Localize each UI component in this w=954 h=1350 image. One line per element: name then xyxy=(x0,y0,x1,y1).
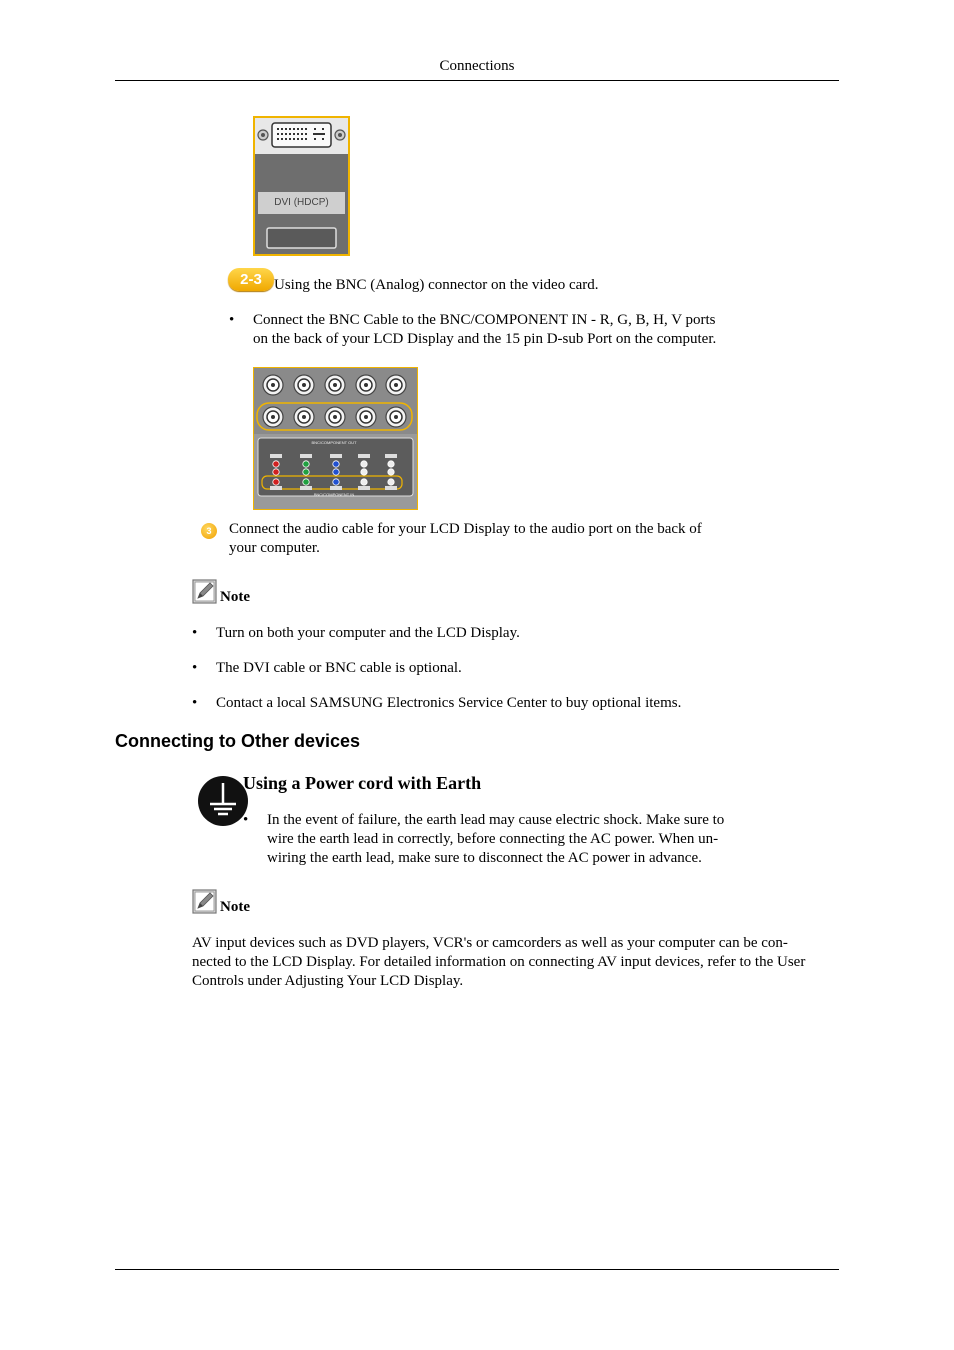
port-label-tag xyxy=(385,454,397,458)
note-icon xyxy=(192,579,217,604)
step-2-3-badge xyxy=(228,268,274,291)
av-note-line-2: nected to the LCD Display. For detailed information on connecting AV input devices, refer to the User xyxy=(192,954,806,970)
step-2-3-text: Using the BNC (Analog) connector on the video card. xyxy=(274,277,599,293)
footer-rule xyxy=(115,1269,839,1270)
bullet: • xyxy=(192,625,198,641)
note-label: Note xyxy=(220,589,250,605)
note-icon xyxy=(192,889,217,914)
bullet: • xyxy=(243,812,249,828)
av-note-line-3: Controls under Adjusting Your LCD Display. xyxy=(192,973,464,989)
port-label-tag xyxy=(270,486,282,490)
bnc-jack-icon xyxy=(388,469,394,475)
port-label-tag xyxy=(385,486,397,490)
dvi-port-icon xyxy=(255,118,348,254)
bnc-jack-icon xyxy=(388,479,394,485)
bnc-jack-icon xyxy=(333,461,339,467)
port-label-tag xyxy=(300,486,312,490)
port-label-tag xyxy=(358,454,370,458)
port-label-tag xyxy=(330,454,342,458)
port-label-tag xyxy=(300,454,312,458)
power-cord-line-2: wire the earth lead in correctly, before connecting the AC power. When un- xyxy=(267,831,719,847)
port-label-tag xyxy=(330,486,342,490)
bnc-jack-icon xyxy=(273,469,279,475)
step-2-3-badge-text: 2-3 xyxy=(240,271,262,288)
bullet: • xyxy=(192,660,198,676)
bnc-jack-icon xyxy=(303,461,309,467)
bnc-jack-icon xyxy=(361,461,367,467)
step-3-badge-text: 3 xyxy=(206,526,212,536)
port-label-tag xyxy=(358,486,370,490)
note-item-1: Turn on both your computer and the LCD Display. xyxy=(216,625,520,641)
section-heading: Connecting to Other devices xyxy=(115,731,361,751)
step-3-line-2: your computer. xyxy=(229,540,320,556)
bnc-jack-icon xyxy=(333,469,339,475)
page-header-title: Connections xyxy=(439,58,515,74)
bnc-jack-icon xyxy=(333,479,339,485)
note-item-3: Contact a local SAMSUNG Electronics Service Center to buy optional items. xyxy=(216,695,682,711)
dvi-hdcp-label: DVI (HDCP) xyxy=(274,197,329,208)
power-cord-line-3: wiring the earth lead, make sure to disconnect the AC power in advance. xyxy=(267,850,702,866)
header-rule xyxy=(115,80,839,81)
note-label: Note xyxy=(220,899,250,915)
bnc-jack-icon xyxy=(273,479,279,485)
bnc-jack-icon xyxy=(361,469,367,475)
step-3-badge xyxy=(201,523,217,539)
bnc-connector-image xyxy=(253,367,418,510)
bnc-jack-icon xyxy=(303,469,309,475)
bullet: • xyxy=(229,312,235,328)
bnc-jack-icon xyxy=(361,479,367,485)
bnc-jack-icon xyxy=(388,461,394,467)
power-cord-line-1: In the event of failure, the earth lead may cause electric shock. Make sure to xyxy=(267,812,725,828)
bullet: • xyxy=(192,695,198,711)
port-label-tag xyxy=(270,454,282,458)
bnc-in-label: BNC/COMPONENT IN xyxy=(313,492,355,497)
bnc-jack-icon xyxy=(273,461,279,467)
note-item-2: The DVI cable or BNC cable is optional. xyxy=(216,660,462,676)
bnc-jack-icon xyxy=(303,479,309,485)
power-cord-title: Using a Power cord with Earth xyxy=(243,773,482,793)
bnc-instruction-line-1: Connect the BNC Cable to the BNC/COMPONENT IN - R, G, B, H, V ports xyxy=(253,312,716,328)
av-note-line-1: AV input devices such as DVD players, VCR's or camcorders as well as your computer can be con- xyxy=(192,935,788,951)
step-3-line-1: Connect the audio cable for your LCD Display to the audio port on the back of xyxy=(229,521,702,537)
bnc-instruction-line-2: on the back of your LCD Display and the 15 pin D-sub Port on the computer. xyxy=(253,331,717,347)
dvi-connector-image xyxy=(253,116,350,256)
bnc-ports-diagram xyxy=(254,368,417,509)
bnc-out-label: BNC/COMPONENT OUT xyxy=(311,440,357,445)
